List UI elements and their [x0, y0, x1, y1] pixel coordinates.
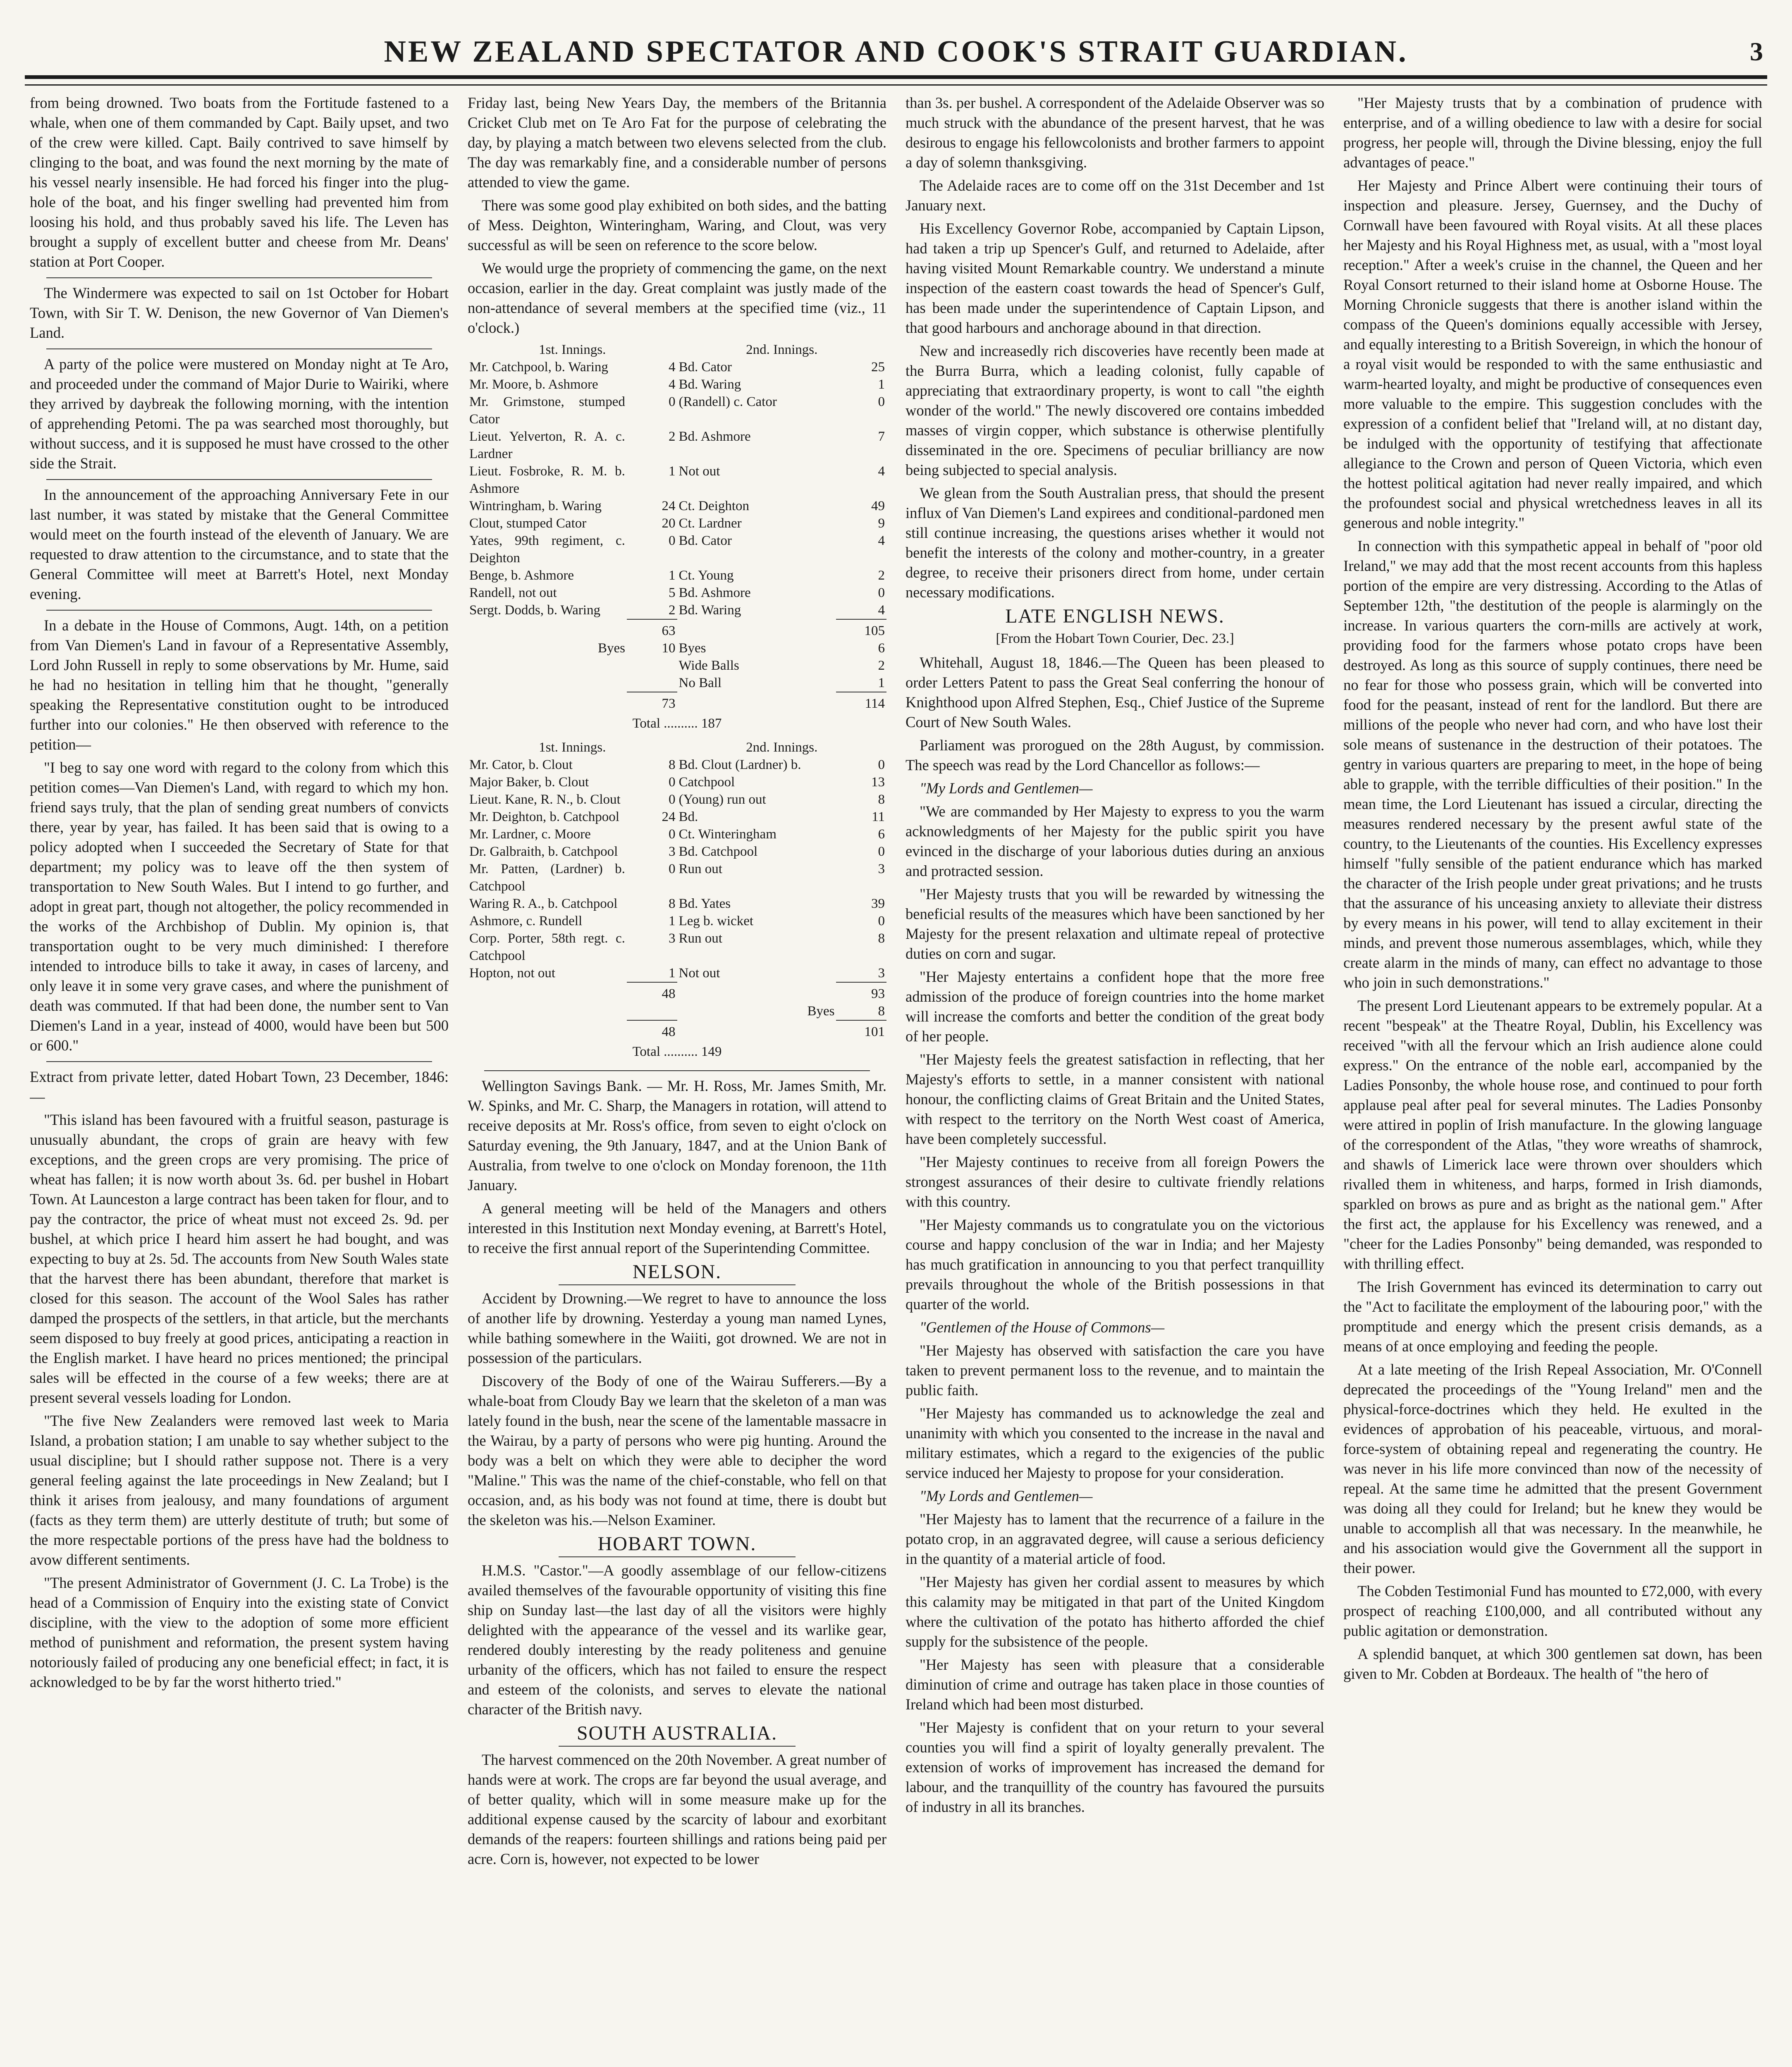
speech-salutation: "My Lords and Gentlemen—	[920, 1487, 1093, 1504]
speech-paragraph: "Her Majesty has seen with pleasure that a considerable diminution of crime and outrage has taken place in those counties of Ireland which had been most disturbed.	[906, 1656, 1324, 1713]
section-heading-south-australia: SOUTH AUSTRALIA.	[576, 1722, 778, 1744]
runs-second-innings: 25	[871, 360, 885, 375]
score-extra-value: 6	[878, 641, 885, 656]
dismissal-second-innings: Bd. Waring	[679, 377, 741, 392]
runs-first-innings: 1	[669, 966, 676, 981]
speech-paragraph: "Her Majesty trusts that by a combination of prudence with enterprise, and of a willing obedience to law with a desire for social progress, her people will, through the Divine blessing, enjoy the full advantages of peace."	[1343, 94, 1762, 171]
letter-paragraph: "The five New Zealanders were removed last week to Maria Island, a probation station; I am unable to say whether subject to the usual discipline; but I should rather suppose not. There is a very general feeling against the late proceedings in New Zealand; but I think it arises from jealousy, and many foundations of argument (facts as they term them) are utterly destitute of truth; but some of the more respectable portions of the press have had the boldness to avow different sentiments.	[30, 1412, 449, 1568]
russell-quote: "I beg to say one word with regard to the colony from which this petition comes—Van Diemen's Land, with regard to which my hon. friend says truly, that the plan of sending great numbers of convicts there, year by year, has failed. It has been said that is owing to a policy adopted when I succeeded the Secretary of State for that department; my policy was to leave off the then system of transportation to New South Wales. But I intend to go further, and adopt in great part, though not altogether, the policy recommended in the works of the Archbishop of Dublin. My opinion is, that transportation ought to be very much diminished: I therefore intended to introduce bills to take it away, in cases of larceny, and only leave it in some very grave cases, and where the punishment of death was commuted. If that had been done, the number sent to Van Diemen's Land in a year, instead of 4000, would have been but 500 or 600."	[30, 759, 449, 1054]
score-extra-label: Wide Balls	[679, 658, 739, 673]
dismissal-second-innings: Ct. Winteringham	[679, 827, 777, 842]
score-row	[468, 895, 886, 912]
letter-paragraph: "The present Administrator of Government (J. C. La Trobe) is the head of a Commission of Enquiry into the existing state of Convict discipline, with the view to the adoption of some more efficient method of punishment and reformation, the present system having notoriously failed of producing any one beneficial effect; in fact, it is acknowledged to be by far the worst hitherto tried."	[30, 1574, 449, 1690]
score-row	[468, 930, 886, 964]
score-row	[468, 584, 886, 601]
speech-paragraph: "We are commanded by Her Majesty to express to you the warm acknowledgments of her Majesty for the public spirit you have evinced in the discharge of your laborious duties during an anxious and protracted session.	[906, 803, 1324, 879]
article-wairau: Discovery of the Body of one of the Wairau Sufferers.—By a whale-boat from Cloudy Bay we learn that the skeleton of a man was lately found in the bush, near the scene of the lamentable massacre in the Wairau, by a party of persons who were pig hunting. Around the body was a belt on which they were able to decipher the word "Maline." This was the name of the chief-constable, who fell on that occasion, and, as his body was not found at time, there is doubt but the skeleton was his.—Nelson Examiner.	[468, 1372, 886, 1528]
article-cricket: Friday last, being New Years Day, the members of the Britannia Cricket Club met on Te Aro Fat for the purpose of celebrating the day, by playing a match between two elevens selected from the club. The day was remarkably fine, and a considerable number of persons attended to view the game.	[468, 94, 886, 191]
score-extra-value: 8	[878, 1004, 885, 1019]
item-separator	[46, 1061, 432, 1062]
runs-first-innings: 24	[662, 809, 676, 824]
dismissal-second-innings: Bd.	[679, 809, 698, 824]
score-extras-row	[468, 1002, 886, 1020]
item-separator	[46, 610, 432, 611]
article-harvest: The harvest commenced on the 20th November. A great number of hands were at work. The crops are far beyond the usual average, and of better quality, which will in some measure make up for the additional expense caused by the scarcity of labour and exorbitant demands of the reapers: fourteen shillings and rations being paid per acre. Corn is, however, not expected to be lower	[468, 1751, 886, 1867]
score-final: 114	[836, 692, 886, 712]
score-total-label: Total	[632, 1044, 660, 1059]
runs-first-innings: 24	[662, 499, 676, 513]
runs-first-innings: 1	[669, 464, 676, 479]
article-anniversary: In the announcement of the approaching Anniversary Fete in our last number, it was stated by mistake that the General Committee would meet on the fourth instead of the eleventh of January. We are requested to draw attention to the circumstance, and to state that the General Committee will meet at Barrett's Hotel, next Monday evening.	[30, 486, 449, 602]
runs-first-innings: 5	[669, 585, 676, 600]
batsman-first-innings: Randell, not out	[469, 585, 557, 600]
score-total-value: 187	[701, 716, 722, 731]
runs-first-innings: 2	[669, 429, 676, 444]
article-whitehall: Whitehall, August 18, 1846.—The Queen has been pleased to order Letters Patent to pass the Great Seal conferring the honour of Knighthood upon Alfred Stephen, Esq., Chief Justice of the Supreme Court of New South Wales.	[906, 654, 1324, 730]
dismissal-second-innings: Not out	[679, 464, 720, 479]
dismissal-second-innings: Bd. Cator	[679, 360, 732, 375]
dismissal-second-innings: Bd. Waring	[679, 603, 741, 618]
score-extra-value: 2	[878, 658, 885, 673]
score-row	[468, 515, 886, 532]
batsman-first-innings: Mr. Lardner, c. Moore	[469, 827, 591, 842]
runs-second-innings: 0	[878, 914, 885, 928]
batsman-first-innings: Mr. Deighton, b. Catchpool	[469, 809, 619, 824]
score-row	[468, 376, 886, 393]
runs-second-innings: 2	[878, 568, 885, 583]
columns	[30, 93, 1762, 2067]
score-total-row: Total .......... 149	[632, 1044, 722, 1059]
article-irish-government: The Irish Government has evinced its determination to carry out the "Act to facilitate the employment of the labouring poor," with the promptitude and energy which the present crisis demands, as a means of at once employing and feeding the people.	[1343, 1278, 1762, 1355]
score-row	[468, 532, 886, 567]
item-separator	[46, 348, 432, 349]
article-ireland-distress: In connection with this sympathetic appeal in behalf of "poor old Ireland," we may add that the most recent accounts from this hapless portion of the empire are very distressing. According to the Atlas of September 12th, "the destitution of the people is alarmingly on the increase. In various quarters the corn-mills are actively at work, providing food for the farmers whose potato crops have been destroyed. As long as this source of supply continues, there need be no fear for those who possess grain, which will be converted into food for the peasant, instead of rent for the landlord. But there are millions of the people who never had corn, and who have lost their sole means of sustenance in the destruction of their potatoes. The gentry in various quarters are preparing to meet, in the hope of being able to grapple, with the terrible difficulties of their position." In the mean time, the Lord Lieutenant has issued a circular, directing the measures rendered necessary by the present awful state of the country, to the Lieutenants of the counties. His Excellency expresses himself "fully sensible of the patient endurance which has marked the character of the Irish people under great privations; and he trusts that the assurance of his unceasing anxiety to alleviate their distress by every means in his power, will tend to allay excitement in their minds, and prevent those numerous assemblages, which, while they create alarm in the minds of many, can effect no advantage to those who join in such demonstrations."	[1343, 537, 1762, 991]
item-separator	[46, 479, 432, 480]
score-extras-row	[468, 657, 886, 674]
runs-first-innings: 0	[669, 792, 676, 807]
batsman-first-innings: Lieut. Fosbroke, R. M. b. Ashmore	[469, 464, 625, 496]
article-police: A party of the police were mustered on Monday night at Te Aro, and proceeded under the command of Major Durie to Wairiki, where they arrived by daybreak the following morning, with the intention of apprehending Petomi. The pa was searched most thoroughly, but without success, and it is supposed he must have crossed to the other side the Strait.	[30, 356, 449, 472]
score-subtotal-row	[468, 982, 886, 1002]
batsman-first-innings: Sergt. Dodds, b. Waring	[469, 603, 600, 618]
dismissal-second-innings: Catchpool	[679, 775, 735, 790]
speech-paragraph: "Her Majesty has given her cordial assent to measures by which this calamity may be mitigated in that part of the United Kingdom where the cultivation of the potato has hitherto afforded the chief supply for the subsistence of the people.	[906, 1573, 1324, 1650]
article-cobden-fund: The Cobden Testimonial Fund has mounted to £72,000, with every prospect of reaching £100,000, and all contributed without any public agitation or demonstration.	[1343, 1582, 1762, 1639]
cricket-score-table-1	[468, 341, 886, 736]
section-heading-nelson: NELSON.	[632, 1261, 722, 1283]
runs-second-innings: 0	[878, 585, 885, 600]
dismissal-second-innings: Bd. Ashmore	[679, 585, 751, 600]
heading-rule	[559, 1556, 796, 1557]
batsman-first-innings: Clout, stumped Cator	[469, 516, 587, 531]
article-drowning: Accident by Drowning.—We regret to have to announce the loss of another life by drowning. Yesterday a young man named Lynes, while bathing somewhere in the Waiiti, got drowned. We are not in possession of the particulars.	[468, 1290, 886, 1366]
score-total-row: Total .......... 187	[632, 716, 722, 731]
dismissal-second-innings: Run out	[679, 931, 722, 946]
score-extra-label: Byes	[679, 641, 706, 656]
score-subtotal-row	[468, 619, 886, 640]
score-final-row	[468, 692, 886, 712]
runs-first-innings: 20	[662, 516, 676, 531]
runs-first-innings: 3	[669, 844, 676, 859]
article-parliament: Parliament was prorogued on the 28th August, by commission. The speech was read by the Lord Chancellor as follows:—	[906, 737, 1324, 773]
dismissal-second-innings: Ct. Young	[679, 568, 734, 583]
masthead	[25, 12, 1767, 74]
masthead-rule-thin	[25, 84, 1767, 86]
score-row	[468, 463, 886, 497]
runs-second-innings: 1	[878, 377, 885, 392]
runs-first-innings: 0	[669, 827, 676, 842]
column-2	[468, 93, 886, 2067]
article-commons-debate: In a debate in the House of Commons, Augt. 14th, on a petition from Van Diemen's Land in favour of a Representative Assembly, Lord John Russell in reply to some observations by Mr. Hume, said he had no hesitation in telling him that he thought, "generally speaking the Representative constitution ought to be introduced further into our colonies." He then observed with reference to the petition—	[30, 617, 449, 753]
score-header-row	[468, 739, 886, 756]
runs-first-innings: 8	[669, 757, 676, 772]
runs-first-innings: 0	[669, 394, 676, 409]
speech-paragraph: "Her Majesty has to lament that the recurrence of a failure in the potato crop, in an aggravated degree, will cause a serious deficiency in the quantity of a material article of food.	[906, 1511, 1324, 1567]
dismissal-second-innings: Bd. Clout (Lardner) b.	[679, 757, 801, 772]
source-note: [From the Hobart Town Courier, Dec. 23.]	[996, 631, 1234, 646]
runs-first-innings: 4	[669, 377, 676, 392]
score-row	[468, 808, 886, 826]
runs-second-innings: 4	[878, 603, 885, 618]
article-lord-lieutenant: The present Lord Lieutenant appears to be extremely popular. At a recent "bespeak" at the Theatre Royal, Dublin, his Excellency was received "with all the fervour which an Irish audience alone could express." On the entrance of the noble earl, accompanied by the Ladies Ponsonby, the whole house rose, and continued to pour forth applause peal after peal for several minutes. The Ladies Ponsonby were attired in poplin of Irish manufacture. In the glowing language of the correspondent of the Atlas, "they wore wreaths of shamrock, and shawls of Limerick lace were thrown over shoulders which rivalled them in whiteness, and harps, formed in Irish diamonds, sparkled on brows as pure and as bright as the national gem." After the first act, the applause for his Excellency was renewed, and a "cheer for the Ladies Ponsonby" being demanded, was responded to with thrilling effect.	[1343, 997, 1762, 1272]
score-rows	[468, 756, 886, 982]
column-1	[30, 93, 449, 2067]
runs-second-innings: 4	[878, 464, 885, 479]
runs-second-innings: 13	[871, 775, 885, 790]
score-extra-label: Byes	[807, 1004, 835, 1019]
page-number: 3	[1750, 37, 1763, 66]
runs-second-innings: 39	[871, 896, 885, 911]
article-whaling: from being drowned. Two boats from the Fortitude fastened to a whale, when one of them commanded by Capt. Baily upset, and two of the crew were killed. Capt. Baily contrived to save himself by clinging to the boat, and was found the next morning by the mate of his vessel nearly insensible. He had forced his finger into the plug-hole of the boat, and his finger swelling had prevented him from loosing his hold, and thus probably saved his life. The Leven has brought a supply of excellent butter and cheese from Mr. Deans' station at Port Cooper.	[30, 94, 449, 270]
batsman-first-innings: Lieut. Kane, R. N., b. Clout	[469, 792, 621, 807]
item-separator	[484, 1070, 870, 1071]
batsman-first-innings: Lieut. Yelverton, R. A. c. Lardner	[469, 429, 625, 461]
dismissal-second-innings: Leg b. wicket	[679, 914, 754, 928]
section-heading-hobart: HOBART TOWN.	[597, 1533, 757, 1555]
runs-second-innings: 11	[872, 809, 885, 824]
score-header: 2nd. Innings.	[746, 740, 818, 755]
score-final-row	[468, 1020, 886, 1041]
runs-second-innings: 9	[878, 516, 885, 531]
score-byes-label: Byes	[597, 641, 625, 656]
score-final: 48	[627, 1020, 677, 1041]
score-subtotal: 48	[627, 982, 677, 1002]
runs-first-innings: 1	[669, 914, 676, 928]
runs-second-innings: 6	[878, 827, 885, 842]
masthead-title: NEW ZEALAND SPECTATOR AND COOK'S STRAIT GUARDIAN.	[384, 35, 1408, 69]
score-byes: 10	[662, 641, 676, 656]
dismissal-second-innings: Bd. Ashmore	[679, 429, 751, 444]
batsman-first-innings: Mr. Patten, (Lardner) b. Catchpool	[469, 862, 625, 894]
score-row	[468, 773, 886, 791]
section-heading-english-news: LATE ENGLISH NEWS.	[1005, 605, 1225, 627]
score-subtotal: 105	[836, 619, 886, 640]
score-header-row	[468, 341, 886, 358]
runs-first-innings: 0	[669, 862, 676, 876]
batsman-first-innings: Mr. Cator, b. Clout	[469, 757, 573, 772]
score-row	[468, 601, 886, 619]
score-rows	[468, 358, 886, 619]
dismissal-second-innings: Bd. Catchpool	[679, 844, 758, 859]
article-castor: H.M.S. "Castor."—A goodly assemblage of our fellow-citizens availed themselves of the favourable opportunity of visiting this fine ship on Sunday last—the last day of all the visitors were highly delighted with the appearance of the vessel and its warlike gear, rendered doubly interesting by the ready politeness and genuine urbanity of the officers, which has not failed to ensure the respect and esteem of the colonists, and serves to elevate the national character of the British navy.	[468, 1562, 886, 1718]
article-cricket: There was some good play exhibited on both sides, and the batting of Mess. Deighton, Winteringham, Waring, and Clout, was very successful as will be seen on reference to the score below.	[468, 197, 886, 253]
runs-second-innings: 4	[878, 533, 885, 548]
heading-rule	[559, 1746, 796, 1747]
speech-paragraph: "Her Majesty is confident that on your return to your several counties you will find a spirit of loyalty generally prevalent. The extension of works of improvement has increased the demand for labour, and the tranquillity of the country has favoured the pursuits of industry in all its branches.	[906, 1719, 1324, 1815]
article-races: The Adelaide races are to come off on the 31st December and 1st January next.	[906, 177, 1324, 214]
score-extra-value: 1	[878, 675, 885, 690]
runs-second-innings: 8	[878, 792, 885, 807]
score-row	[468, 843, 886, 860]
article-royal-tours: Her Majesty and Prince Albert were continuing their tours of inspection and pleasure. Jersey, Guernsey, and the Duchy of Cornwall have been favoured with Royal visits. At all these places her Majesty and his Royal Highness met, as usual, with a "most loyal reception." After a week's cruise in the channel, the Queen and her Royal Consort returned to their island home at Osborne House. The Morning Chronicle suggests that there is another island within the compass of the Queen's dominions equally accessible with Jersey, and equally interesting to a British Sovereign, in which the honour of a royal visit would be responded to with the same enthusiastic and warm-hearted loyalty, and might be productive of consequences even more valuable to the empire. This suggestion concludes with the expression of a confident belief that "Ireland will, at no distant day, be indulged with the opportunity of testifying that affectionate allegiance to the Crown and person of Queen Victoria, which even the hottest political agitation had never really impaired, and which the profoundest social and physical wretchedness leaves in all its generous and noble integrity."	[1343, 177, 1762, 531]
speech-paragraph: "Her Majesty has commanded us to acknowledge the zeal and unanimity with which you consented to the increase in the naval and military estimates, which a regard to the exigencies of the public service induced her Majesty to propose for your consideration.	[906, 1405, 1324, 1481]
item-separator	[46, 277, 432, 278]
speech-paragraph: "Her Majesty feels the greatest satisfaction in reflecting, that her Majesty's efforts to settle, in a manner consistent with national honour, the conflicting claims of Great Britain and the United States, with respect to the territory on the North West coast of America, have been completely successful.	[906, 1051, 1324, 1147]
dismissal-second-innings: Bd. Yates	[679, 896, 731, 911]
dismissal-second-innings: Bd. Cator	[679, 533, 732, 548]
score-header: 2nd. Innings.	[746, 342, 818, 357]
score-row	[468, 756, 886, 773]
score-row	[468, 860, 886, 895]
batsman-first-innings: Wintringham, b. Waring	[469, 499, 602, 513]
dismissal-second-innings: Not out	[679, 966, 720, 981]
score-row	[468, 428, 886, 463]
batsman-first-innings: Mr. Catchpool, b. Waring	[469, 360, 608, 375]
speech-paragraph: "Her Majesty commands us to congratulate you on the victorious course and happy conclusion of the war in India; and her Majesty has much gratification in announcing to you that perfect tranquillity prevails throughout the whole of the British possessions in that quarter of the world.	[906, 1216, 1324, 1313]
batsman-first-innings: Major Baker, b. Clout	[469, 775, 589, 790]
score-row	[468, 791, 886, 808]
article-harvest-cont: than 3s. per bushel. A correspondent of the Adelaide Observer was so much struck with the abundance of the present harvest, that he was desirous to engage his fellowcolonists and brother farmers to appoint a day of solemn thanksgiving.	[906, 94, 1324, 171]
batsman-first-innings: Hopton, not out	[469, 966, 556, 981]
runs-second-innings: 0	[878, 844, 885, 859]
runs-first-innings: 2	[669, 603, 676, 618]
heading-rule	[559, 1284, 796, 1285]
score-subtotal: 93	[836, 982, 886, 1002]
score-row	[468, 358, 886, 376]
article-windermere: The Windermere was expected to sail on 1st October for Hobart Town, with Sir T. W. Denison, the new Governor of Van Diemen's Land.	[30, 284, 449, 341]
runs-second-innings: 8	[878, 931, 885, 946]
runs-second-innings: 7	[878, 429, 885, 444]
article-burra-burra: New and increasedly rich discoveries have recently been made at the Burra Burra, which a leading colonist, fully capable of appreciating that extraordinary property, is wont to call "the eighth wonder of the world." The newly discovered ore contains imbedded masses of virgin copper, which substance is otherwise plentifully disseminated in the ore. Specimens of peculiar brilliancy are now being subjected to special analysis.	[906, 342, 1324, 478]
score-subtotal: 63	[627, 619, 677, 640]
score-extras-row	[468, 640, 886, 657]
speech-salutation: "My Lords and Gentlemen—	[920, 780, 1093, 797]
speech-paragraph: "Her Majesty trusts that you will be rewarded by witnessing the beneficial results of the measures which have been sanctioned by her Majesty for the present relaxation and ultimate repeal of protective duties on corn and sugar.	[906, 886, 1324, 962]
dismissal-second-innings: (Young) run out	[679, 792, 766, 807]
runs-first-innings: 0	[669, 533, 676, 548]
score-extras-row	[468, 674, 886, 692]
score-row	[468, 826, 886, 843]
score-total-label: Total	[632, 716, 660, 731]
batsman-first-innings: Benge, b. Ashmore	[469, 568, 574, 583]
speech-salutation: "Gentlemen of the House of Commons—	[920, 1319, 1165, 1336]
score-row	[468, 964, 886, 982]
batsman-first-innings: Mr. Moore, b. Ashmore	[469, 377, 598, 392]
runs-first-innings: 8	[669, 896, 676, 911]
batsman-first-innings: Dr. Galbraith, b. Catchpool	[469, 844, 618, 859]
article-expirees: We glean from the South Australian press, that should the present influx of Van Diemen's Land expirees and conditional-pardoned men still continue increasing, the questions arises whether it would not benefit the interests of the colony and mother-country, in a greater degree, to receive their prisoners direct from home, under certain necessary modifications.	[906, 485, 1324, 601]
dismissal-second-innings: Run out	[679, 862, 722, 876]
batsman-first-innings: Yates, 99th regiment, c. Deighton	[469, 533, 625, 566]
runs-first-innings: 3	[669, 931, 676, 946]
score-header: 1st. Innings.	[539, 342, 606, 357]
speech-paragraph: "Her Majesty continues to receive from all foreign Powers the strongest assurances of their desire to cultivate friendly relations with this country.	[906, 1153, 1324, 1210]
runs-second-innings: 3	[878, 862, 885, 876]
score-row	[468, 393, 886, 428]
letter-paragraph: "This island has been favoured with a fruitful season, pasturage is unusually abundant, the crops of grain are heavy with few exceptions, and the green crops are very promising. The price of wheat has fallen; it is now worth about 3s. 6d. per bushel in Hobart Town. At Launceston a large contract has been taken for flour, and to pay the contractor, the price of wheat must not exceed 2s. 9d. per bushel, at which price I heard him assert he had bought, and was expecting to buy at 2s. 5d. The accounts from New South Wales state that the harvest there has been abundant, therefore that market is closed for this season. The account of the Wool Sales has rather damped the prospects of the settlers, in that article, but the merchants seem disposed to buy freely at good prices, anticipating a reaction in the English market. I have heard no prices mentioned; the principal sales will be effected in the course of a few weeks; there are at present several vessels loading for London.	[30, 1111, 449, 1406]
score-total-value: 149	[701, 1044, 722, 1059]
runs-second-innings: 3	[878, 966, 885, 981]
batsman-first-innings: Ashmore, c. Rundell	[469, 914, 583, 928]
runs-second-innings: 0	[878, 394, 885, 409]
article-cobden-banquet: A splendid banquet, at which 300 gentlemen sat down, has been given to Mr. Cobden at Bordeaux. The health of "the hero of	[1343, 1645, 1762, 1682]
score-header: 1st. Innings.	[539, 740, 606, 755]
runs-first-innings: 4	[669, 360, 676, 375]
dismissal-second-innings: Ct. Deighton	[679, 499, 749, 513]
batsman-first-innings: Mr. Grimstone, stumped Cator	[469, 394, 625, 427]
score-row	[468, 497, 886, 515]
column-3	[906, 93, 1324, 2067]
article-savings-bank: Wellington Savings Bank. — Mr. H. Ross, Mr. James Smith, Mr. W. Spinks, and Mr. C. Sharp, the Managers in rotation, will attend to receive deposits at Mr. Ross's office, from seven to eight o'clock on Saturday evening, the 9th January, 1847, and at the Union Bank of Australia, from twelve to one o'clock on Monday forenoon, the 11th January.	[468, 1077, 886, 1193]
speech-paragraph: "Her Majesty has observed with satisfaction the care you have taken to prevent permanent loss to the revenue, and to maintain the public faith.	[906, 1342, 1324, 1399]
runs-second-innings: 0	[878, 757, 885, 772]
cricket-score-table-2	[468, 739, 886, 1065]
score-final: 73	[627, 692, 677, 712]
dismissal-second-innings: (Randell) c. Cator	[679, 394, 777, 409]
batsman-first-innings: Waring R. A., b. Catchpool	[469, 896, 618, 911]
letter-intro: Extract from private letter, dated Hobart Town, 23 December, 1846:—	[30, 1068, 449, 1105]
score-row	[468, 912, 886, 930]
runs-first-innings: 1	[669, 568, 676, 583]
article-cricket: We would urge the propriety of commencing the game, on the next occasion, earlier in the day. Great complaint was justly made of the non-attendance of several members at the specified time (viz., 11 o'clock.)	[468, 260, 886, 336]
masthead-rule	[25, 75, 1767, 79]
score-extra-label: No Ball	[679, 675, 722, 690]
score-final: 101	[836, 1020, 886, 1041]
runs-second-innings: 49	[871, 499, 885, 513]
score-row	[468, 567, 886, 584]
batsman-first-innings: Corp. Porter, 58th regt. c. Catchpool	[469, 931, 625, 963]
article-governor-robe: His Excellency Governor Robe, accompanied by Captain Lipson, had taken a trip up Spencer's Gulf, and returned to Adelaide, after having visited Mount Remarkable country. We understand a minute inspection of the eastern coast towards the head of Spencer's Gulf, has been made under the superintendence of Captain Lipson, and that good harbours and anchorage abound in that direction.	[906, 220, 1324, 336]
article-repeal-association: At a late meeting of the Irish Repeal Association, Mr. O'Connell deprecated the proceedings of the "Young Ireland" men and the physical-force-doctrines which they held. He exulted in the evidences of approbation of his peaceable, virtuous, and moral-force-system of obtaining repeal and regenerating the country. He was never in his life more convinced than now of the necessity of repeal. At the same time he admitted that the present Government was doing all they could for Ireland; but he knew they would be unable to accomplish all that was necessary. In the meanwhile, he and his association would give the Government all the support in their power.	[1343, 1361, 1762, 1576]
speech-paragraph: "Her Majesty entertains a confident hope that the more free admission of the produce of foreign countries into the home market will increase the comforts and better the condition of the great body of her people.	[906, 968, 1324, 1045]
article-savings-bank: A general meeting will be held of the Managers and others interested in this Institution next Monday evening, at Barrett's Hotel, to receive the first annual report of the Superintending Committee.	[468, 1200, 886, 1256]
dismissal-second-innings: Ct. Lardner	[679, 516, 742, 531]
column-4	[1343, 93, 1762, 2067]
runs-first-innings: 0	[669, 775, 676, 790]
